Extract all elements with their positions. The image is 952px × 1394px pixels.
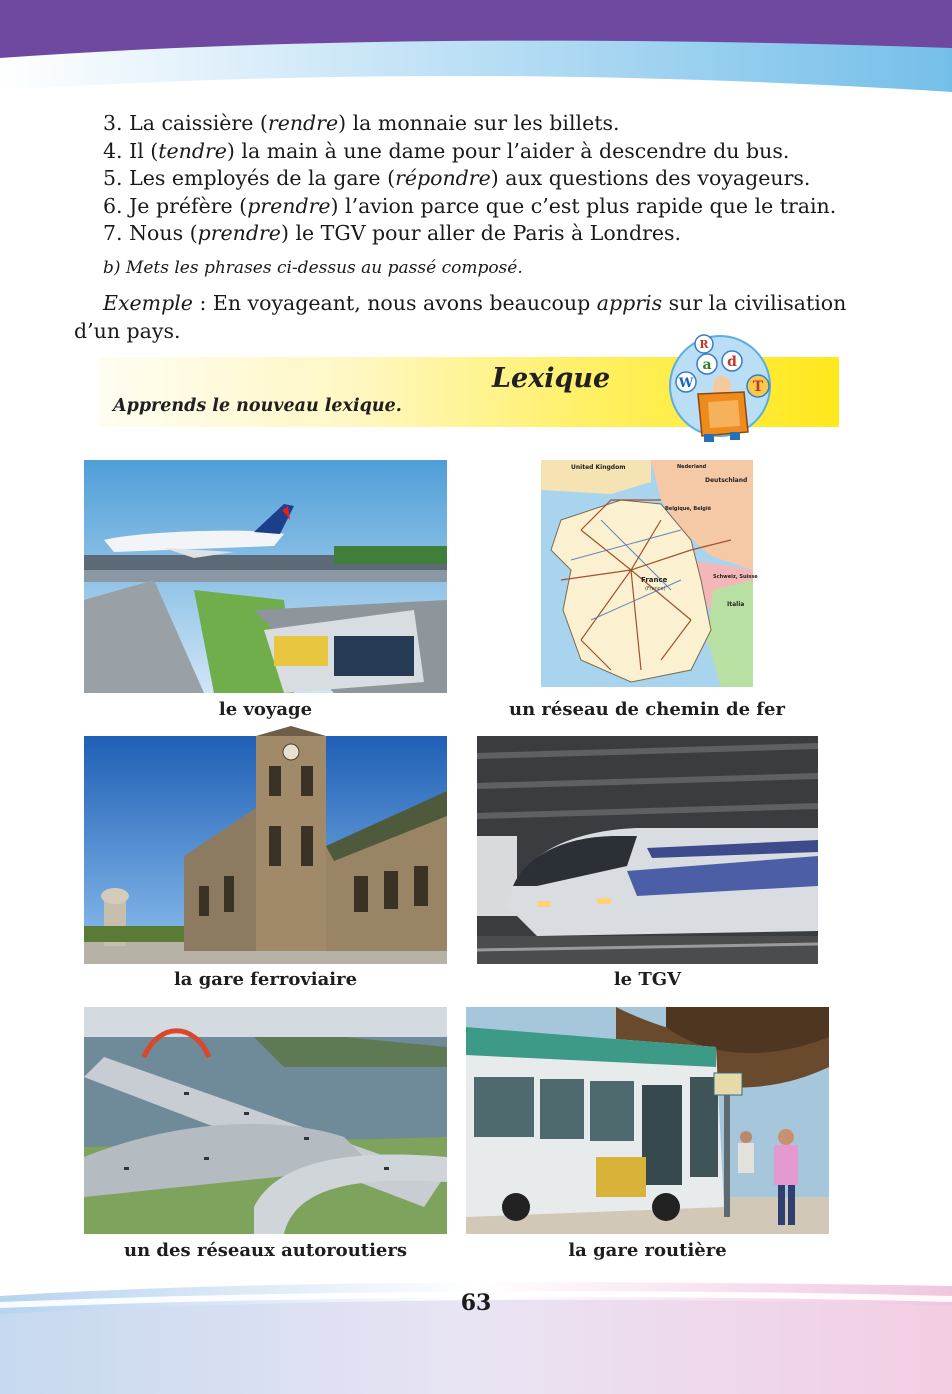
example-verb: appris — [596, 291, 663, 315]
exercise-item: 7. Nous (prendre) le TGV pour aller de Paris à Londres. — [103, 221, 682, 245]
exercise-item: 6. Je préfère (prendre) l’avion parce que c’est plus rapide que le train. — [103, 193, 837, 218]
svg-text:Nederland: Nederland — [677, 464, 707, 470]
svg-text:United Kingdom: United Kingdom — [571, 464, 626, 471]
example-label: Exemple — [103, 291, 193, 315]
lexique-subtitle: Apprends le nouveau lexique. — [113, 396, 402, 416]
svg-text:a: a — [702, 357, 712, 373]
caption-tgv: le TGV — [613, 969, 682, 990]
svg-text:T: T — [752, 379, 764, 395]
svg-text:(France): (France) — [645, 586, 666, 592]
caption-reseau-chemin-de-fer: un réseau de chemin de fer — [508, 699, 785, 720]
svg-text:Schweiz, Suisse: Schweiz, Suisse — [713, 574, 758, 580]
caption-gare-ferroviaire: la gare ferroviaire — [173, 969, 358, 990]
bus-station-photo — [466, 1007, 829, 1234]
svg-text:R: R — [699, 338, 709, 351]
svg-text:France: France — [641, 576, 668, 584]
page-number: 63 — [460, 1290, 492, 1316]
tgv-train-photo — [477, 736, 818, 964]
exercise-item: 4. Il (tendre) la main à une dame pour l’aider à descendre du bus. — [103, 138, 790, 163]
top-decorative-band — [0, 0, 952, 110]
railway-map — [541, 460, 758, 687]
train-station-photo — [84, 736, 447, 964]
example-paragraph: Exemple : En voyageant, nous avons beaucoup appris sur la civilisation d’un pays. — [74, 291, 847, 343]
highway-bridge-photo — [84, 1007, 447, 1234]
instruction-text: Mets les phrases ci-dessus au passé composé. — [125, 258, 523, 278]
lexique-mascot-icon — [664, 334, 779, 446]
svg-text:d: d — [727, 354, 737, 370]
lexique-title: Lexique — [492, 363, 611, 394]
caption-gare-routiere: la gare routière — [568, 1240, 727, 1261]
airport-train-photo — [84, 460, 447, 693]
svg-text:W: W — [678, 376, 694, 391]
svg-text:Belgique, België: Belgique, België — [665, 506, 711, 512]
svg-text:Deutschland: Deutschland — [705, 477, 748, 484]
exercise-item: 5. Les employés de la gare (répondre) aux questions des voyageurs. — [103, 166, 811, 190]
caption-le-voyage: le voyage — [218, 699, 313, 720]
exercise-list — [103, 110, 863, 248]
exercise-item: 3. La caissière (rendre) la monnaie sur les billets. — [103, 111, 620, 135]
svg-text:Italia: Italia — [727, 601, 745, 608]
instruction-letter: b) — [103, 258, 121, 278]
instruction-b — [103, 258, 523, 278]
caption-reseaux-autoroutiers: un des réseaux autoroutiers — [123, 1240, 408, 1261]
